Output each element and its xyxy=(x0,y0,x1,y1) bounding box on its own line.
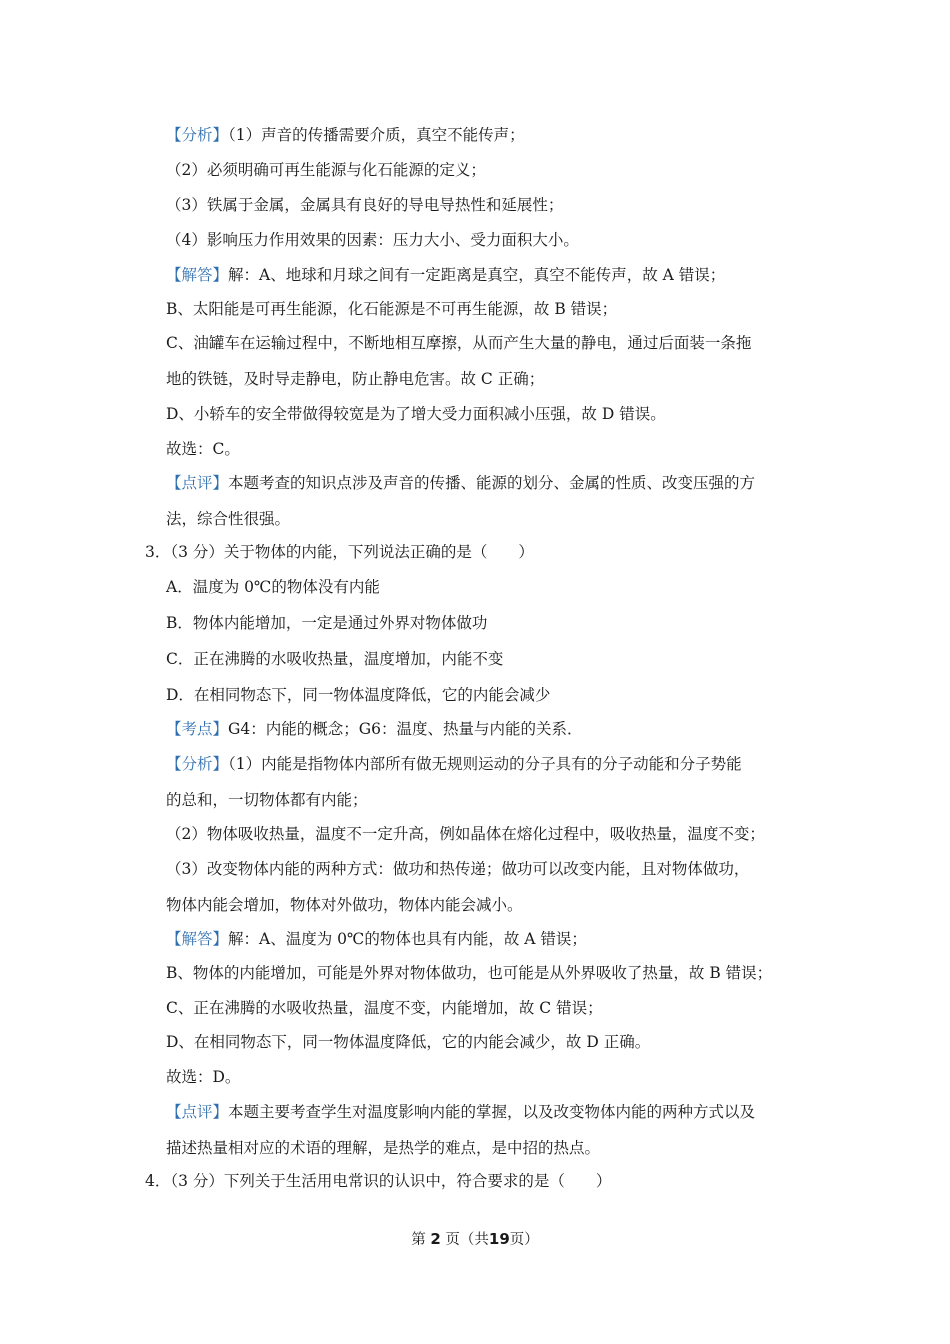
q3-answer-line-2: B、物体的内能增加，可能是外界对物体做功，也可能是从外界吸收了热量，故 B 错误； xyxy=(166,964,773,982)
q2-comment-line-1: 【点评】本题考查的知识点涉及声音的传播、能源的划分、金属的性质、改变压强的方 xyxy=(166,474,756,492)
q3-analysis-line-2: 的总和，一切物体都有内能； xyxy=(166,791,368,809)
q3-comment-line-1: 【点评】本题主要考查学生对温度影响内能的掌握，以及改变物体内能的两种方式以及 xyxy=(166,1103,756,1121)
q3-answer-line-5: 故选：D。 xyxy=(166,1068,241,1086)
page-footer: 第 2 页（共19页） xyxy=(411,1230,539,1248)
q2-answer-line-5: D、小轿车的安全带做得较宽是为了增大受力面积减小压强，故 D 错误。 xyxy=(166,405,666,423)
q3-option-d: D．在相同物态下，同一物体温度降低，它的内能会减少 xyxy=(166,686,551,704)
q2-answer-line-1: 【解答】解：A、地球和月球之间有一定距离是真空，真空不能传声，故 A 错误； xyxy=(166,266,726,284)
q2-answer-line-6: 故选：C。 xyxy=(166,440,240,458)
q2-answer-line-4: 地的铁链，及时导走静电，防止静电危害。故 C 正确； xyxy=(166,370,545,388)
q4-stem: 4．（3 分）下列关于生活用电常识的认识中，符合要求的是（ ） xyxy=(145,1172,612,1190)
q3-analysis-line-5: 物体内能会增加，物体对外做功，物体内能会减小。 xyxy=(166,896,523,914)
q3-stem: 3．（3 分）关于物体的内能，下列说法正确的是（ ） xyxy=(145,543,534,561)
point-tag: 【考点】 xyxy=(166,720,229,738)
q3-option-c: C．正在沸腾的水吸收热量，温度增加，内能不变 xyxy=(166,650,504,668)
q3-answer-line-1: 【解答】解：A、温度为 0℃的物体也具有内能，故 A 错误； xyxy=(166,930,587,948)
q2-analysis-line-4: （4）影响压力作用效果的因素：压力大小、受力面积大小。 xyxy=(166,231,579,249)
q3-option-a: A．温度为 0℃的物体没有内能 xyxy=(166,578,380,596)
q3-option-b: B．物体内能增加，一定是通过外界对物体做功 xyxy=(166,614,488,632)
q3-answer-line-4: D、在相同物态下，同一物体温度降低，它的内能会减少，故 D 正确。 xyxy=(166,1033,651,1051)
answer-tag: 【解答】 xyxy=(166,266,229,284)
q3-analysis-line-3: （2）物体吸收热量，温度不一定升高，例如晶体在熔化过程中，吸收热量，温度不变； xyxy=(166,825,765,843)
q2-answer-line-2: B、太阳能是可再生能源，化石能源是不可再生能源，故 B 错误； xyxy=(166,300,618,318)
answer-tag: 【解答】 xyxy=(166,930,229,948)
q3-analysis-line-1: 【分析】（1）内能是指物体内部所有做无规则运动的分子具有的分子动能和分子势能 xyxy=(166,755,742,773)
q2-analysis-line-2: （2）必须明确可再生能源与化石能源的定义； xyxy=(166,161,486,179)
q2-analysis-line-3: （3）铁属于金属，金属具有良好的导电导热性和延展性； xyxy=(166,196,564,214)
comment-tag: 【点评】 xyxy=(166,474,229,492)
page-number: 2 xyxy=(430,1230,441,1248)
analysis-tag: 【分析】 xyxy=(166,126,229,144)
q3-answer-line-3: C、正在沸腾的水吸收热量，温度不变，内能增加，故 C 错误； xyxy=(166,999,603,1017)
page-total: 19 xyxy=(488,1230,510,1248)
analysis-tag: 【分析】 xyxy=(166,755,229,773)
q3-analysis-line-4: （3）改变物体内能的两种方式：做功和热传递；做功可以改变内能，且对物体做功， xyxy=(166,860,750,878)
q2-comment-line-2: 法，综合性很强。 xyxy=(166,510,291,528)
comment-tag: 【点评】 xyxy=(166,1103,229,1121)
q3-comment-line-2: 描述热量相对应的术语的理解，是热学的难点，是中招的热点。 xyxy=(166,1139,601,1157)
q2-analysis-line-1: 【分析】（1）声音的传播需要介质，真空不能传声； xyxy=(166,126,525,144)
q3-point: 【考点】G4：内能的概念；G6：温度、热量与内能的关系． xyxy=(166,720,583,738)
q2-answer-line-3: C、油罐车在运输过程中，不断地相互摩擦，从而产生大量的静电，通过后面装一条拖 xyxy=(166,334,752,352)
